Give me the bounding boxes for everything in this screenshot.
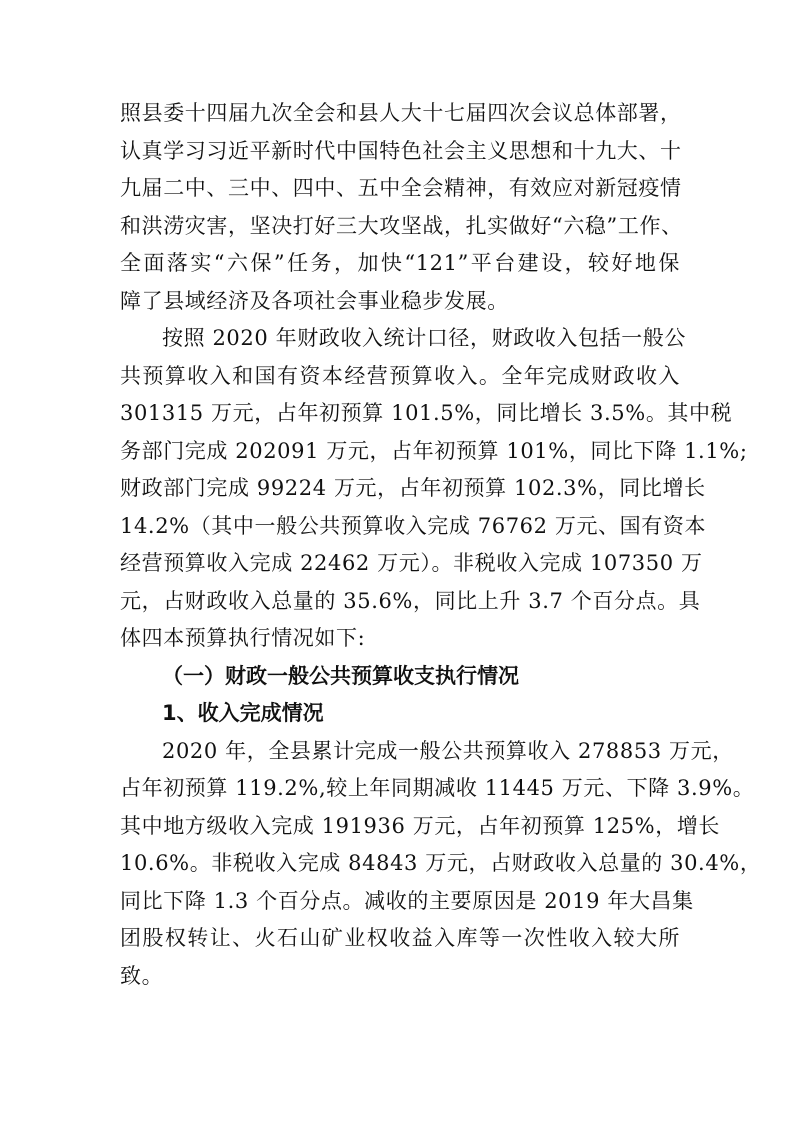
text-line: 占年初预算 119.2%,较上年同期减收 11445 万元、下降 3.9%。 (120, 776, 755, 800)
text-line: 体四本预算执行情况如下: (120, 626, 366, 650)
text-line: 务部门完成 202091 万元，占年初预算 101%，同比下降 1.1%; (120, 438, 748, 463)
paragraph-2 (120, 320, 748, 658)
text-line: 和洪涝灾害，坚决打好三大攻坚战，扎实做好“六稳”工作、 (120, 213, 683, 238)
text-line: 元，占财政收入总量的 35.6%，同比上升 3.7 个百分点。具 (120, 588, 701, 613)
text-line: 301315 万元，占年初预算 101.5%，同比增长 3.5%。其中税 (120, 401, 733, 425)
text-line: 同比下降 1.3 个百分点。减收的主要原因是 2019 年大昌集 (120, 888, 694, 913)
text-line: 10.6%。非税收入完成 84843 万元，占财政收入总量的 30.4%， (120, 851, 762, 875)
text-line: 14.2%（其中一般公共预算收入完成 76762 万元、国有资本 (120, 513, 707, 538)
text-line: 障了县域经济及各项社会事业稳步发展。 (120, 288, 509, 313)
text-line: 按照 2020 年财政收入统计口径，财政收入包括一般公 (162, 326, 686, 350)
text-line: 财政部门完成 99224 万元，占年初预算 102.3%，同比增长 (120, 476, 706, 500)
text-line: 经营预算收入完成 22462 万元）。非税收入完成 107350 万 (120, 551, 703, 575)
text-line: 2020 年，全县累计完成一般公共预算收入 278853 万元， (162, 738, 734, 763)
subsection-heading: 1、收入完成情况 (162, 701, 324, 725)
text-line: 全面落实“六保”任务，加快“121”平台建设，较好地保 (120, 251, 680, 275)
text-line: 九届二中、三中、四中、五中全会精神，有效应对新冠疫情 (120, 176, 682, 200)
text-line: 致。 (120, 963, 164, 988)
text-line: 照县委十四届九次全会和县人大十七届四次会议总体部署， (120, 101, 682, 125)
document-body (120, 95, 762, 995)
paragraph-1 (120, 95, 683, 320)
text-line: 其中地方级收入完成 191936 万元，占年初预算 125%，增长 (120, 813, 721, 838)
text-line: 团股权转让、火石山矿业权收益入库等一次性收入较大所 (120, 926, 680, 950)
text-line: 共预算收入和国有资本经营预算收入。全年完成财政收入 (120, 363, 680, 388)
section-heading: （一）财政一般公共预算收支执行情况 (162, 663, 519, 688)
paragraph-3 (120, 733, 762, 996)
text-line: 认真学习习近平新时代中国特色社会主义思想和十九大、十 (120, 138, 682, 163)
